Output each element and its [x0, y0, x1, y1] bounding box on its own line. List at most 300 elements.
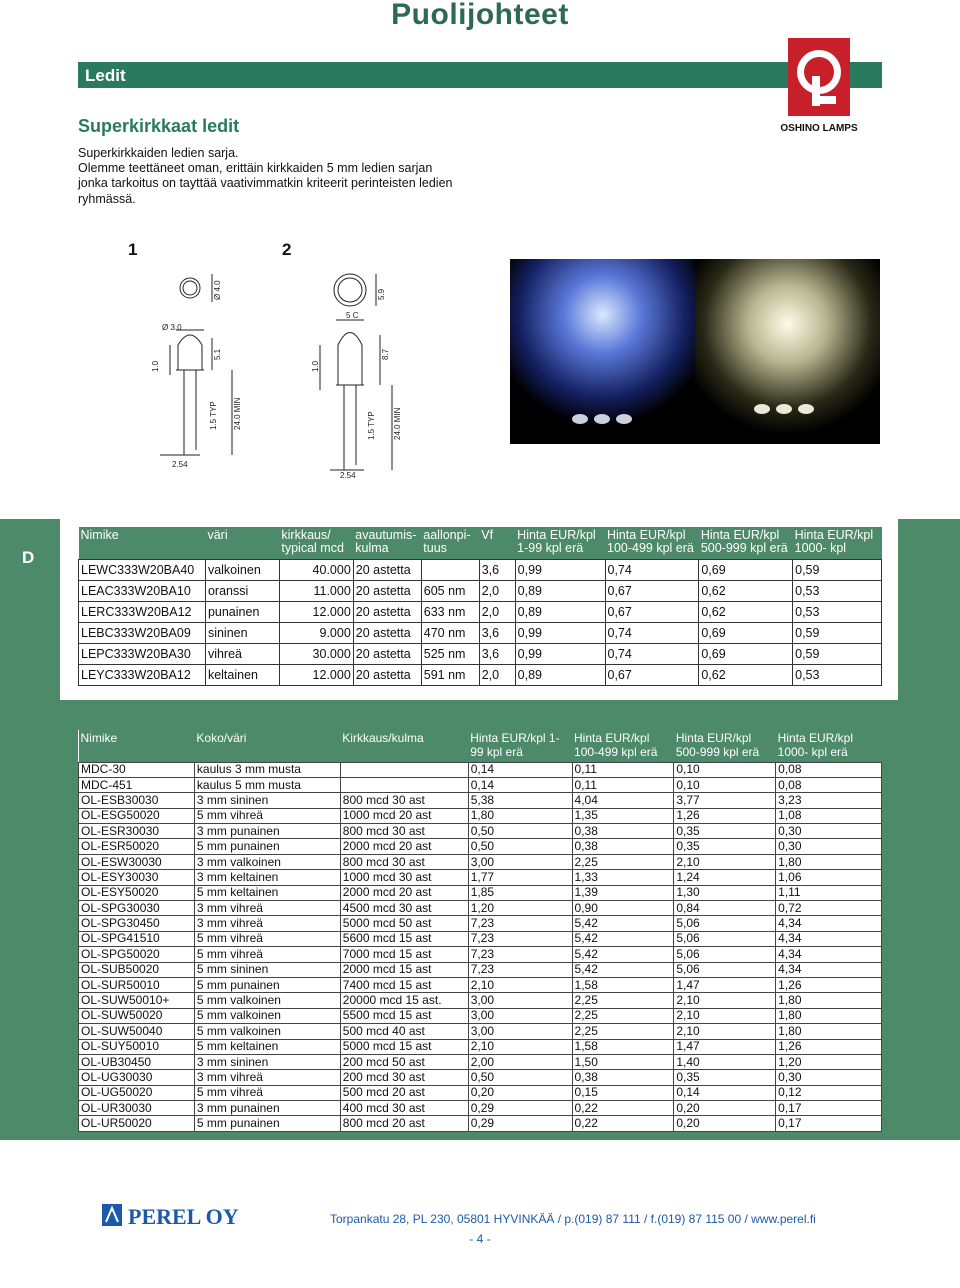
table-row: [79, 1008, 882, 1023]
column-header: Hinta EUR/kpl 500-999 kpl erä: [700, 528, 788, 555]
table-cell: oranssi: [205, 580, 279, 601]
table-cell: 4500 mcd 30 ast: [340, 901, 468, 916]
table-header-row: [79, 730, 882, 762]
table-cell: 1,08: [776, 808, 882, 823]
table-cell: 0,29: [468, 1116, 572, 1131]
intro-line: ryhmässä.: [78, 191, 136, 206]
table-cell: 1,26: [776, 977, 882, 992]
table-cell: 200 mcd 50 ast: [340, 1054, 468, 1069]
table-cell: 633 nm: [421, 601, 479, 622]
table-cell: 2,0: [479, 601, 515, 622]
table-row: [79, 885, 882, 900]
table-cell: 0,20: [674, 1116, 776, 1131]
table-cell: 525 nm: [421, 643, 479, 664]
table-cell: 5 mm keltainen: [194, 1039, 340, 1054]
dim-label: 1.5 TYP: [209, 401, 218, 430]
table-cell: 1,47: [674, 1039, 776, 1054]
table-cell: 800 mcd 20 ast: [340, 1116, 468, 1131]
dim-label: 2.54: [172, 460, 188, 469]
column-header: Nimike: [80, 528, 119, 542]
table-row: [79, 931, 882, 946]
table-cell: OL-ESR50020: [79, 839, 195, 854]
led-photo: [510, 259, 880, 444]
table-cell: 0,99: [515, 643, 605, 664]
table-cell: 5,42: [572, 962, 674, 977]
column-header: Hinta EUR/kpl 1-99 kpl erä: [468, 730, 572, 762]
table-cell: 7000 mcd 15 ast: [340, 947, 468, 962]
table-header-row: [79, 527, 882, 559]
table-cell: 2,10: [674, 1008, 776, 1023]
table-cell: 20 astetta: [353, 622, 421, 643]
table-cell: 0,11: [572, 762, 674, 777]
dim-label: Ø 4.0: [213, 280, 222, 300]
table-cell: LEPC333W20BA30: [79, 643, 206, 664]
table-cell: 470 nm: [421, 622, 479, 643]
table-cell: 5500 mcd 15 ast: [340, 1008, 468, 1023]
table-cell: 0,08: [776, 762, 882, 777]
table-cell: 5,42: [572, 931, 674, 946]
table-cell: OL-SPG41510: [79, 931, 195, 946]
table-cell: 5 mm punainen: [194, 839, 340, 854]
column-header: Hinta EUR/kpl 1000- kpl erä: [776, 730, 882, 762]
table-cell: 1,24: [674, 870, 776, 885]
table-cell: 4,04: [572, 793, 674, 808]
table-cell: 3 mm vihreä: [194, 901, 340, 916]
table-cell: 2,25: [572, 993, 674, 1008]
intro-line: jonka tarkoitus on tayttää vaativimmatkin kriteerit perinteisten ledien: [78, 176, 453, 191]
table-cell: 1,06: [776, 870, 882, 885]
table-cell: 5 mm vihreä: [194, 1085, 340, 1100]
table-cell: OL-ESB30030: [79, 793, 195, 808]
table-cell: 2,10: [468, 977, 572, 992]
table-cell: 20 astetta: [353, 643, 421, 664]
column-header: Hinta EUR/kpl 500-999 kpl erä: [674, 730, 776, 762]
table-cell: 0,20: [674, 1101, 776, 1116]
table-cell: 1,58: [572, 977, 674, 992]
table-cell: kaulus 3 mm musta: [194, 762, 340, 777]
table-cell: 0,30: [776, 1070, 882, 1085]
table-row: [79, 793, 882, 808]
table-cell: OL-ESY50020: [79, 885, 195, 900]
subtitle: Superkirkkaat ledit: [78, 116, 240, 136]
column-header: Hinta EUR/kpl 1-99 kpl erä: [517, 528, 596, 555]
logo-text: OSHINO LAMPS: [780, 123, 858, 134]
table-cell: 0,62: [699, 664, 793, 685]
table-cell: 2,10: [674, 993, 776, 1008]
column-header: Hinta EUR/kpl 1000- kpl: [794, 528, 874, 555]
table-cell: 3 mm keltainen: [194, 870, 340, 885]
table-cell: 4,34: [776, 947, 882, 962]
table-cell: 2000 mcd 20 ast: [340, 885, 468, 900]
table-cell: 1,80: [776, 854, 882, 869]
figure-label-1: 1: [128, 240, 138, 259]
table-cell: 2,25: [572, 854, 674, 869]
table-cell: 1,11: [776, 885, 882, 900]
table-row: [79, 1039, 882, 1054]
table-cell: OL-SUW50010+: [79, 993, 195, 1008]
table-cell: OL-ESY30030: [79, 870, 195, 885]
table-cell: 3,00: [468, 1008, 572, 1023]
table-cell: OL-UR30030: [79, 1101, 195, 1116]
table-cell: 0,67: [605, 580, 699, 601]
table-cell: 5 mm punainen: [194, 977, 340, 992]
table-cell: 5 mm vihreä: [194, 931, 340, 946]
table-cell: 3 mm vihreä: [194, 1070, 340, 1085]
table-cell: 1,39: [572, 885, 674, 900]
table-cell: [421, 559, 479, 580]
column-header: Hinta EUR/kpl 100-499 kpl erä: [607, 528, 694, 555]
table-cell: 0,53: [793, 580, 882, 601]
table-cell: 1,50: [572, 1054, 674, 1069]
table-cell: valkoinen: [205, 559, 279, 580]
table-cell: 30.000: [279, 643, 353, 664]
table-cell: 40.000: [279, 559, 353, 580]
table-cell: OL-ESW30030: [79, 854, 195, 869]
table-cell: MDC-451: [79, 777, 195, 792]
table-cell: 2000 mcd 20 ast: [340, 839, 468, 854]
table-cell: 5 mm vihreä: [194, 947, 340, 962]
table-row: [79, 901, 882, 916]
table-cell: 0,69: [699, 559, 793, 580]
table-cell: 0,74: [605, 559, 699, 580]
table-row: [79, 559, 882, 580]
table-cell: 0,89: [515, 664, 605, 685]
table-cell: 2,0: [479, 580, 515, 601]
dim-label: 1.0: [311, 360, 320, 372]
table-cell: 2,10: [674, 1024, 776, 1039]
table-cell: 2,25: [572, 1024, 674, 1039]
table-cell: 4,34: [776, 931, 882, 946]
table-cell: 5,06: [674, 947, 776, 962]
table-cell: 1,20: [776, 1054, 882, 1069]
table-cell: 1000 mcd 30 ast: [340, 870, 468, 885]
table-cell: 800 mcd 30 ast: [340, 793, 468, 808]
column-header: kirkkaus/ typical mcd: [281, 528, 344, 555]
table-cell: LEBC333W20BA09: [79, 622, 206, 643]
table-cell: 3,6: [479, 643, 515, 664]
table-row: [79, 1070, 882, 1085]
table-cell: 0,30: [776, 839, 882, 854]
table-cell: 0,08: [776, 777, 882, 792]
table-cell: 5,06: [674, 916, 776, 931]
table-cell: 2,0: [479, 664, 515, 685]
led-price-table: [78, 527, 882, 686]
table-cell: 0,99: [515, 559, 605, 580]
table-cell: 2,10: [674, 854, 776, 869]
table-cell: 1000 mcd 20 ast: [340, 808, 468, 823]
table-cell: vihreä: [205, 643, 279, 664]
table-cell: 5 mm valkoinen: [194, 993, 340, 1008]
table-cell: 0,38: [572, 839, 674, 854]
table-cell: 2,00: [468, 1054, 572, 1069]
table-cell: 1,30: [674, 885, 776, 900]
table-cell: 7,23: [468, 947, 572, 962]
table-cell: 2,25: [572, 1008, 674, 1023]
dim-label: 2.54: [340, 471, 356, 480]
table-cell: 3,00: [468, 993, 572, 1008]
table-cell: OL-SUY50010: [79, 1039, 195, 1054]
table-cell: 0,53: [793, 664, 882, 685]
table-row: [79, 1054, 882, 1069]
footer-address: Torpankatu 28, PL 230, 05801 HYVINKÄÄ / p.(019) 87 111 / f.(019) 87 115 00 / www.perel.fi: [330, 1212, 816, 1226]
table-cell: OL-ESR30030: [79, 824, 195, 839]
table-row: [79, 839, 882, 854]
table-cell: 0,10: [674, 777, 776, 792]
table-row: [79, 854, 882, 869]
table-row: [79, 762, 882, 777]
table-cell: sininen: [205, 622, 279, 643]
table-cell: 4,34: [776, 962, 882, 977]
table-cell: 0,14: [674, 1085, 776, 1100]
table-cell: 5 mm sininen: [194, 962, 340, 977]
table-cell: 1,58: [572, 1039, 674, 1054]
intro-line: Superkirkkaiden ledien sarja.: [78, 146, 239, 160]
table-cell: 5,42: [572, 947, 674, 962]
table-cell: 0,89: [515, 601, 605, 622]
table-cell: 0,35: [674, 839, 776, 854]
table-cell: 0,14: [468, 762, 572, 777]
table-cell: LEYC333W20BA12: [79, 664, 206, 685]
table-cell: 3,23: [776, 793, 882, 808]
dim-label: Ø 3.0: [162, 323, 182, 332]
table-cell: 7,23: [468, 931, 572, 946]
table-cell: 1,26: [776, 1039, 882, 1054]
table-cell: 7,23: [468, 916, 572, 931]
perel-logo: [100, 1200, 270, 1230]
table-cell: punainen: [205, 601, 279, 622]
table-cell: 0,90: [572, 901, 674, 916]
table-cell: 20 astetta: [353, 559, 421, 580]
table-cell: 0,14: [468, 777, 572, 792]
table-cell: 5,06: [674, 931, 776, 946]
table-cell: 0,35: [674, 1070, 776, 1085]
table-cell: 1,85: [468, 885, 572, 900]
page-number: - 4 -: [469, 1232, 491, 1246]
table-row: [79, 777, 882, 792]
table-cell: 0,67: [605, 664, 699, 685]
dim-label: 24.0 MIN: [393, 407, 402, 440]
figure-label-2: 2: [282, 240, 292, 259]
dim-label: 1.0: [151, 360, 160, 372]
table-cell: 0,15: [572, 1085, 674, 1100]
column-header: väri: [207, 528, 228, 542]
table-cell: OL-SUW50020: [79, 1008, 195, 1023]
dim-label: 5 C: [346, 311, 359, 320]
table-cell: 5 mm vihreä: [194, 808, 340, 823]
table-cell: 5,42: [572, 916, 674, 931]
table-cell: 5 mm punainen: [194, 1116, 340, 1131]
table-cell: 0,89: [515, 580, 605, 601]
table-cell: 0,84: [674, 901, 776, 916]
table-cell: 0,29: [468, 1101, 572, 1116]
table-cell: 500 mcd 40 ast: [340, 1024, 468, 1039]
table-cell: 0,69: [699, 643, 793, 664]
table-cell: 1,80: [776, 993, 882, 1008]
column-header: Hinta EUR/kpl 100-499 kpl erä: [572, 730, 674, 762]
table-row: [79, 993, 882, 1008]
table-cell: OL-SUR50010: [79, 977, 195, 992]
table-cell: LEWC333W20BA40: [79, 559, 206, 580]
table-cell: 5 mm valkoinen: [194, 1008, 340, 1023]
table-cell: OL-SPG30450: [79, 916, 195, 931]
table-cell: 0,38: [572, 1070, 674, 1085]
column-header: Nimike: [79, 730, 195, 762]
table-cell: 0,12: [776, 1085, 882, 1100]
column-header: Kirkkaus/kulma: [340, 730, 468, 762]
column-header: Vf: [481, 528, 494, 542]
table-cell: 0,10: [674, 762, 776, 777]
dim-label: 5.9: [377, 288, 386, 300]
table-cell: 0,22: [572, 1116, 674, 1131]
dim-label: 5.1: [213, 348, 222, 360]
dim-label: 24.0 MIN: [233, 397, 242, 430]
table-cell: 0,35: [674, 824, 776, 839]
table-row: [79, 808, 882, 823]
table-cell: 200 mcd 30 ast: [340, 1070, 468, 1085]
table-cell: 1,80: [776, 1024, 882, 1039]
table-cell: 5 mm valkoinen: [194, 1024, 340, 1039]
table-cell: 3 mm valkoinen: [194, 854, 340, 869]
table-row: [79, 1085, 882, 1100]
table-cell: 0,22: [572, 1101, 674, 1116]
table-cell: OL-UR50020: [79, 1116, 195, 1131]
table-cell: 3,00: [468, 854, 572, 869]
table-cell: 0,59: [793, 643, 882, 664]
table-row: [79, 580, 882, 601]
table-cell: 0,62: [699, 601, 793, 622]
table-cell: [340, 762, 468, 777]
table-cell: 1,47: [674, 977, 776, 992]
table-cell: 3 mm vihreä: [194, 916, 340, 931]
table-cell: 0,50: [468, 824, 572, 839]
company-name: PEREL OY: [128, 1204, 239, 1229]
table-cell: 0,11: [572, 777, 674, 792]
table-cell: 591 nm: [421, 664, 479, 685]
table-cell: 1,26: [674, 808, 776, 823]
table-cell: 500 mcd 20 ast: [340, 1085, 468, 1100]
table-cell: OL-SUB50020: [79, 962, 195, 977]
table-cell: 3 mm sininen: [194, 793, 340, 808]
oshino-logo: [780, 36, 858, 134]
table-cell: 3,6: [479, 559, 515, 580]
table-cell: 4,34: [776, 916, 882, 931]
table-cell: 1,33: [572, 870, 674, 885]
table-cell: 5 mm keltainen: [194, 885, 340, 900]
table-cell: 1,35: [572, 808, 674, 823]
section-letter: D: [22, 548, 35, 567]
intro-text: [78, 146, 498, 207]
table-cell: OL-ESG50020: [79, 808, 195, 823]
table-cell: 1,80: [776, 1008, 882, 1023]
table-cell: 0,17: [776, 1116, 882, 1131]
table-row: [79, 664, 882, 685]
page-title: Puolijohteet: [391, 0, 569, 31]
dim-label: 8.7: [381, 348, 390, 360]
table-cell: 3,6: [479, 622, 515, 643]
table-cell: 1,80: [468, 808, 572, 823]
table-cell: keltainen: [205, 664, 279, 685]
table-cell: 9.000: [279, 622, 353, 643]
table-cell: 3,00: [468, 1024, 572, 1039]
table-cell: 20 astetta: [353, 664, 421, 685]
table-cell: OL-SUW50040: [79, 1024, 195, 1039]
table-cell: 5000 mcd 50 ast: [340, 916, 468, 931]
table-cell: 12.000: [279, 664, 353, 685]
table-cell: 0,72: [776, 901, 882, 916]
table-cell: 0,20: [468, 1085, 572, 1100]
table-cell: 1,40: [674, 1054, 776, 1069]
table-cell: 0,74: [605, 643, 699, 664]
table-cell: 5600 mcd 15 ast: [340, 931, 468, 946]
table-cell: 3 mm punainen: [194, 824, 340, 839]
column-header: aallonpi- tuus: [423, 528, 471, 555]
table-cell: LEAC333W20BA10: [79, 580, 206, 601]
table-row: [79, 962, 882, 977]
table-row: [79, 947, 882, 962]
column-header: avautumis- kulma: [355, 528, 417, 555]
table-cell: MDC-30: [79, 762, 195, 777]
table-row: [79, 870, 882, 885]
table-cell: 0,59: [793, 622, 882, 643]
table-row: [79, 824, 882, 839]
table-row: [79, 1101, 882, 1116]
table-cell: 0,74: [605, 622, 699, 643]
table-cell: [340, 777, 468, 792]
table-cell: 0,50: [468, 1070, 572, 1085]
table-cell: 7400 mcd 15 ast: [340, 977, 468, 992]
table-cell: 0,62: [699, 580, 793, 601]
table-row: [79, 1024, 882, 1039]
table-cell: kaulus 5 mm musta: [194, 777, 340, 792]
table-cell: 0,99: [515, 622, 605, 643]
table-cell: 3 mm sininen: [194, 1054, 340, 1069]
table-cell: OL-UB30450: [79, 1054, 195, 1069]
accessory-price-table: [78, 730, 882, 1132]
table-cell: 12.000: [279, 601, 353, 622]
table-cell: 0,67: [605, 601, 699, 622]
table-row: [79, 916, 882, 931]
table-row: [79, 622, 882, 643]
table-cell: 20 astetta: [353, 601, 421, 622]
table-cell: 3 mm punainen: [194, 1101, 340, 1116]
table-cell: 605 nm: [421, 580, 479, 601]
table-cell: 1,20: [468, 901, 572, 916]
table-cell: 5,38: [468, 793, 572, 808]
table-row: [79, 977, 882, 992]
dim-label: 1.5 TYP: [367, 411, 376, 440]
table-cell: 20 astetta: [353, 580, 421, 601]
table-cell: OL-SPG30030: [79, 901, 195, 916]
column-header: Koko/väri: [194, 730, 340, 762]
table-cell: 800 mcd 30 ast: [340, 854, 468, 869]
table-cell: 2000 mcd 15 ast: [340, 962, 468, 977]
table-cell: OL-SPG50020: [79, 947, 195, 962]
table-row: [79, 1116, 882, 1131]
table-cell: LERC333W20BA12: [79, 601, 206, 622]
table-cell: 400 mcd 30 ast: [340, 1101, 468, 1116]
table-row: [79, 643, 882, 664]
table-cell: 0,53: [793, 601, 882, 622]
table-cell: OL-UG30030: [79, 1070, 195, 1085]
table-cell: 20000 mcd 15 ast.: [340, 993, 468, 1008]
table-cell: 800 mcd 30 ast: [340, 824, 468, 839]
table-cell: 0,69: [699, 622, 793, 643]
table-cell: 0,50: [468, 839, 572, 854]
table-row: [79, 601, 882, 622]
table-cell: 11.000: [279, 580, 353, 601]
table-cell: 5,06: [674, 962, 776, 977]
table-cell: 0,30: [776, 824, 882, 839]
